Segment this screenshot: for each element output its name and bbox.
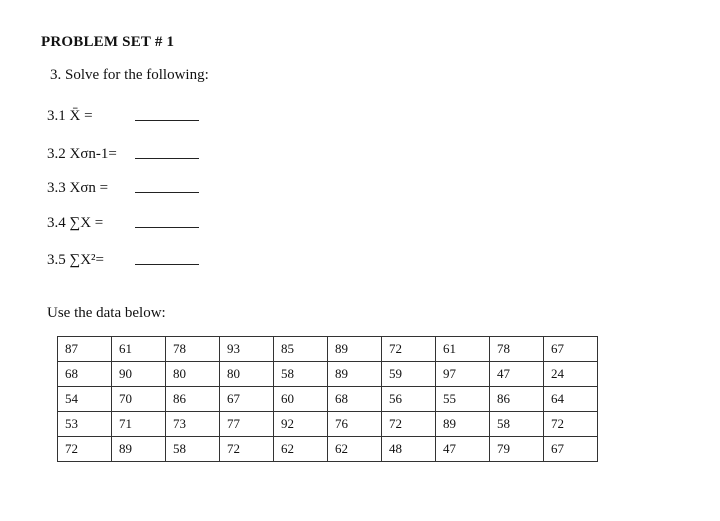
table-cell: 61	[436, 337, 490, 362]
table-cell: 72	[58, 437, 112, 462]
table-cell: 89	[328, 362, 382, 387]
table-cell: 79	[490, 437, 544, 462]
table-cell: 61	[112, 337, 166, 362]
table-cell: 78	[166, 337, 220, 362]
question-item	[47, 146, 199, 163]
answer-blank	[135, 119, 199, 121]
table-cell: 89	[112, 437, 166, 462]
table-row	[58, 437, 598, 462]
table-cell: 72	[544, 412, 598, 437]
question-label: 3.5 ∑X²=	[47, 252, 104, 268]
instruction-text: 3. Solve for the following:	[50, 67, 209, 83]
table-cell: 47	[490, 362, 544, 387]
table-cell: 47	[436, 437, 490, 462]
table-row	[58, 337, 598, 362]
table-cell: 90	[112, 362, 166, 387]
table-cell: 48	[382, 437, 436, 462]
table-cell: 72	[382, 412, 436, 437]
question-label: 3.1 X̄ =	[47, 108, 93, 124]
table-cell: 64	[544, 387, 598, 412]
answer-blank	[135, 157, 199, 159]
table-cell: 67	[544, 337, 598, 362]
table-row	[58, 412, 598, 437]
table-cell: 86	[166, 387, 220, 412]
table-cell: 68	[58, 362, 112, 387]
table-cell: 72	[382, 337, 436, 362]
data-heading: Use the data below:	[47, 305, 166, 321]
question-item	[47, 180, 199, 197]
table-cell: 56	[382, 387, 436, 412]
table-row	[58, 387, 598, 412]
table-cell: 58	[490, 412, 544, 437]
table-cell: 87	[58, 337, 112, 362]
table-cell: 89	[436, 412, 490, 437]
table-cell: 59	[382, 362, 436, 387]
table-cell: 78	[490, 337, 544, 362]
table-cell: 85	[274, 337, 328, 362]
table-cell: 86	[490, 387, 544, 412]
table-cell: 70	[112, 387, 166, 412]
table-cell: 80	[166, 362, 220, 387]
table-cell: 67	[220, 387, 274, 412]
question-item	[47, 108, 199, 125]
table-row	[58, 362, 598, 387]
table-cell: 73	[166, 412, 220, 437]
table-cell: 60	[274, 387, 328, 412]
table-cell: 58	[166, 437, 220, 462]
question-item	[47, 252, 199, 269]
question-label: 3.4 ∑X =	[47, 215, 104, 231]
question-item	[47, 215, 199, 232]
table-cell: 54	[58, 387, 112, 412]
table-cell: 58	[274, 362, 328, 387]
table-cell: 97	[436, 362, 490, 387]
table-cell: 53	[58, 412, 112, 437]
table-cell: 62	[328, 437, 382, 462]
data-table	[57, 336, 598, 462]
table-cell: 62	[274, 437, 328, 462]
table-cell: 76	[328, 412, 382, 437]
table-cell: 77	[220, 412, 274, 437]
answer-blank	[135, 191, 199, 193]
table-cell: 93	[220, 337, 274, 362]
table-cell: 24	[544, 362, 598, 387]
problem-set-title: PROBLEM SET # 1	[41, 34, 175, 50]
table-cell: 72	[220, 437, 274, 462]
table-cell: 89	[328, 337, 382, 362]
answer-blank	[135, 226, 199, 228]
answer-blank	[135, 263, 199, 265]
table-cell: 55	[436, 387, 490, 412]
table-cell: 92	[274, 412, 328, 437]
table-cell: 67	[544, 437, 598, 462]
question-label: 3.2 Xσn-1=	[47, 146, 117, 162]
table-cell: 80	[220, 362, 274, 387]
table-cell: 71	[112, 412, 166, 437]
question-label: 3.3 Xσn =	[47, 180, 109, 196]
table-cell: 68	[328, 387, 382, 412]
